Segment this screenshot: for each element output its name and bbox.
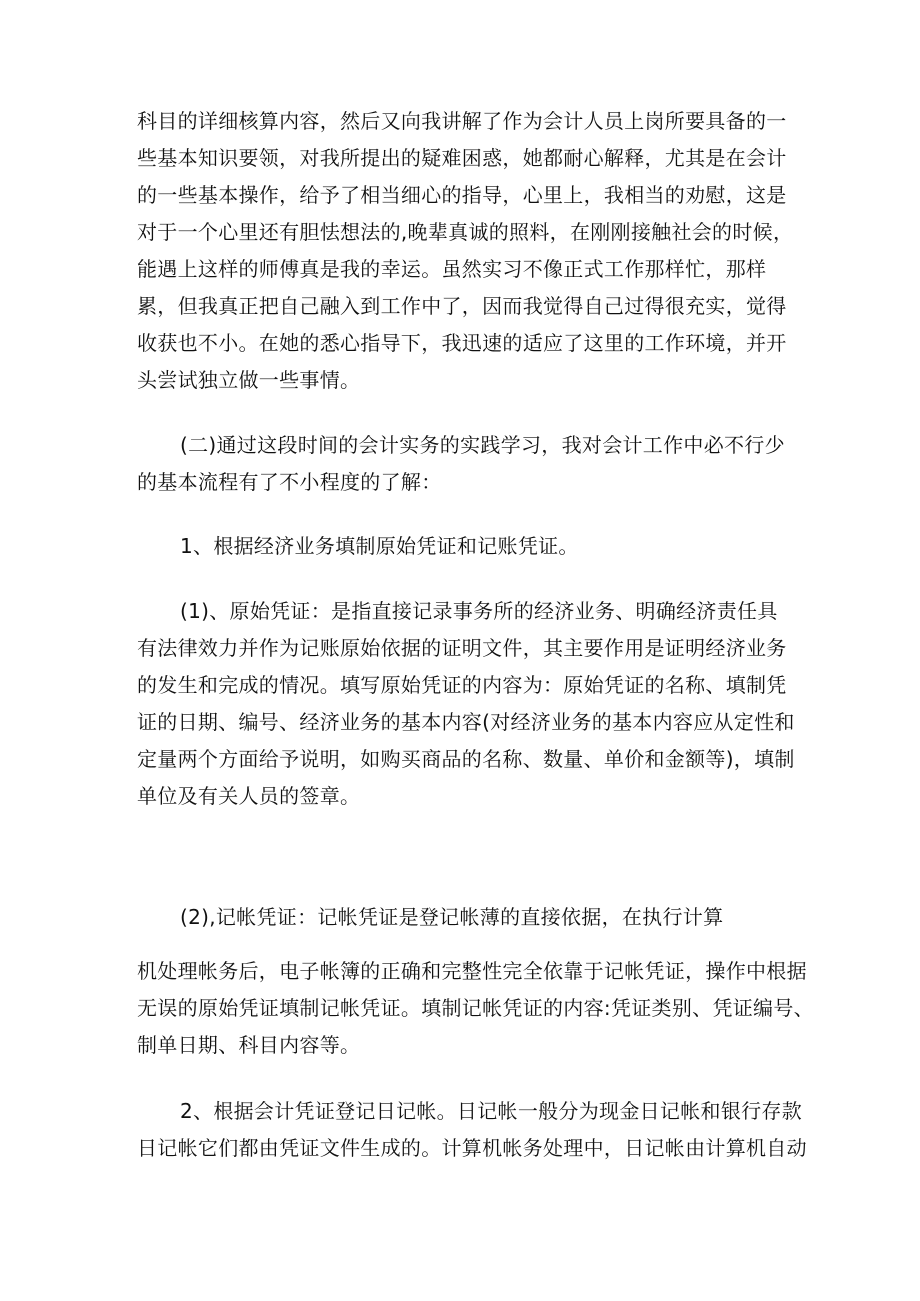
text-line: 制单日期、科目内容等。 [137, 1033, 361, 1057]
text-line: 的一些基本操作，给予了相当细心的指导，心里上，我相当的劝慰，这是 [137, 183, 787, 207]
text-line: 的基本流程有了不小程度的了解： [137, 470, 442, 494]
text-line: 些基本知识要领，对我所提出的疑难困惑，她都耐心解释，尤其是在会计 [137, 146, 787, 170]
text-line: 单位及有关人员的签章。 [137, 784, 361, 808]
text-line: 收获也不小。在她的悉心指导下，我迅速的适应了这里的工作环境，并开 [137, 331, 787, 355]
text-line: 机处理帐务后，电子帐簿的正确和完整性完全依靠于记帐凭证，操作中根据 [137, 959, 807, 983]
text-line: 的发生和完成的情况。填写原始凭证的内容为：原始凭证的名称、填制凭 [137, 673, 787, 697]
text-line: (二)通过这段时间的会计实务的实践学习，我对会计工作中必不行少 [180, 433, 785, 457]
text-line: 有法律效力并作为记账原始依据的证明文件，其主要作用是证明经济业务 [137, 636, 787, 660]
text-line: 科目的详细核算内容，然后又向我讲解了作为会计人员上岗所要具备的一 [137, 109, 787, 133]
text-line: 日记帐它们都由凭证文件生成的。计算机帐务处理中，日记帐由计算机自动 [137, 1136, 807, 1160]
text-line: 能遇上这样的师傅真是我的幸运。虽然实习不像正式工作那样忙，那样 [137, 257, 767, 281]
text-line: 1、根据经济业务填制原始凭证和记账凭证。 [180, 534, 579, 558]
text-line: 无误的原始凭证填制记帐凭证。填制记帐凭证的内容:凭证类别、凭证编号、 [137, 996, 814, 1020]
text-line: (1)、原始凭证：是指直接记录事务所的经济业务、明确经济责任具 [180, 599, 778, 623]
text-line: 证的日期、编号、经济业务的基本内容(对经济业务的基本内容应从定性和 [137, 710, 795, 734]
text-line: 对于一个心里还有胆怯想法的,晚辈真诚的照料，在刚刚接触社会的时候， [137, 220, 794, 244]
text-line: 累，但我真正把自己融入到工作中了，因而我觉得自己过得很充实，觉得 [137, 294, 787, 318]
text-line: (2),记帐凭证：记帐凭证是登记帐薄的直接依据，在执行计算 [180, 905, 724, 929]
text-line: 定量两个方面给予说明，如购买商品的名称、数量、单价和金额等)，填制 [137, 747, 795, 771]
text-line: 头尝试独立做一些事情。 [137, 368, 361, 392]
text-line: 2、根据会计凭证登记日记帐。日记帐一般分为现金日记帐和银行存款 [180, 1099, 803, 1123]
